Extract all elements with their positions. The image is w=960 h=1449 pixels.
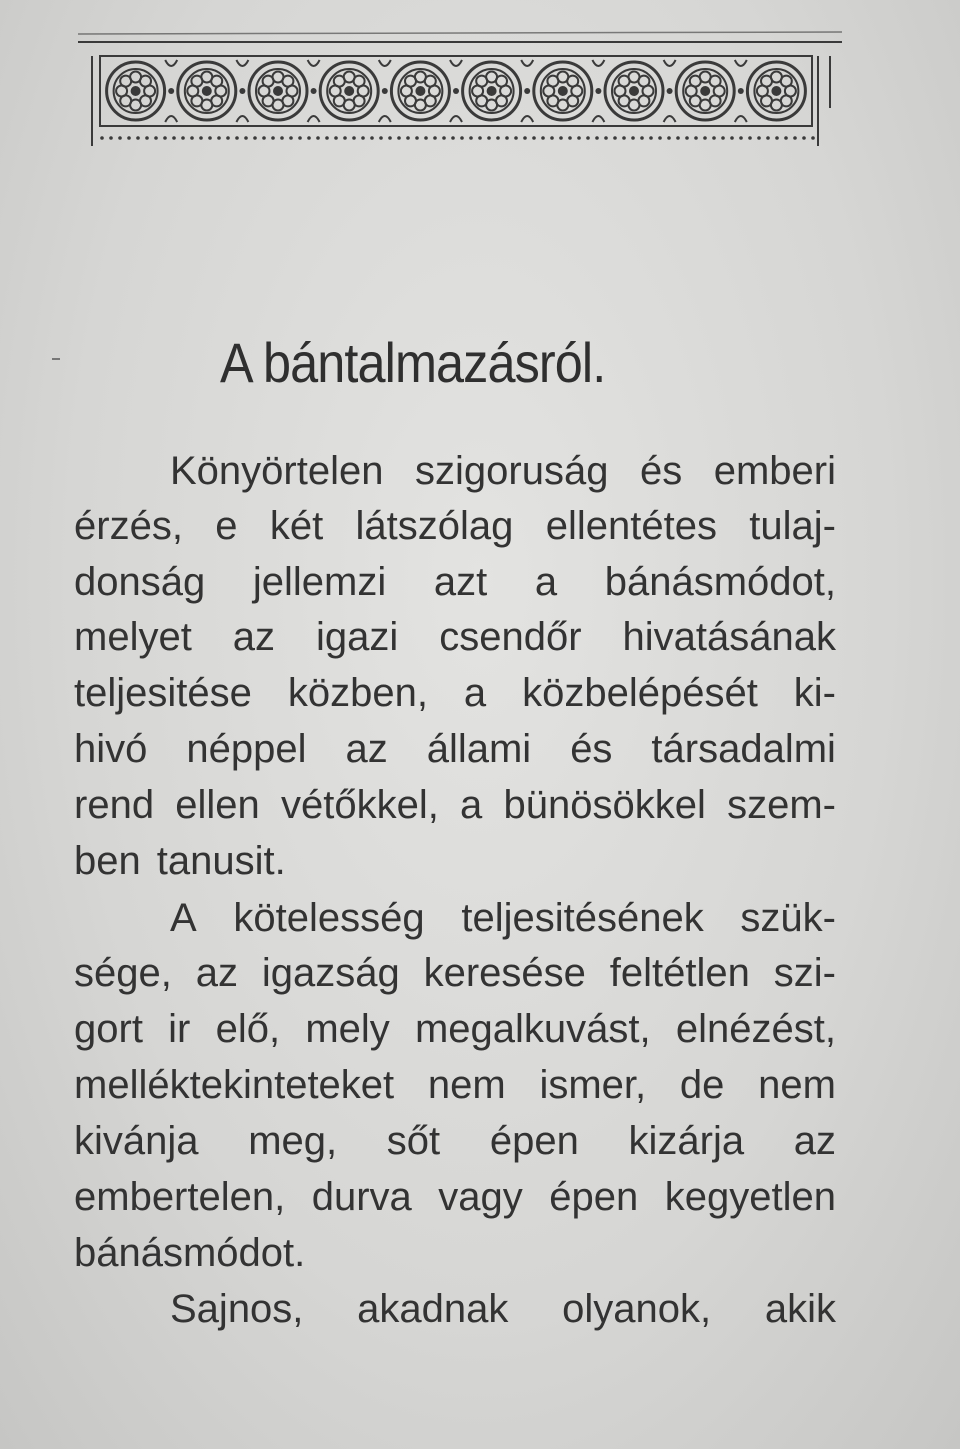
word: a (534, 560, 558, 604)
word: a (460, 783, 483, 827)
word: az (345, 727, 388, 771)
word: hivó (74, 727, 148, 771)
word: közbelépését (522, 671, 758, 715)
word: kötelesség (233, 896, 425, 940)
page-title: A bántalmazásról. (220, 331, 606, 394)
word: csendőr (439, 615, 582, 659)
word: szi- (773, 951, 836, 995)
word: embertelen, (74, 1175, 286, 1219)
word: hivatásának (622, 615, 836, 659)
word: épen (489, 1119, 579, 1163)
word: bánásmódot. (74, 1231, 306, 1275)
text-line (170, 446, 836, 496)
text-line (170, 1284, 836, 1334)
word: ir (168, 1007, 191, 1051)
word: gort (74, 1007, 143, 1051)
text-line (74, 1060, 836, 1110)
word: teljesitésének (461, 896, 704, 940)
word: igazság (261, 951, 400, 995)
word: bánásmódot, (604, 560, 836, 604)
word: emberi (713, 449, 836, 493)
word: sőt (386, 1119, 441, 1163)
word: szem- (727, 783, 836, 827)
text-line (74, 668, 836, 718)
word: kivánja (74, 1119, 199, 1163)
word: és (570, 727, 613, 771)
text-line (74, 724, 836, 774)
word: melyet (74, 615, 192, 659)
word: elő, (215, 1007, 281, 1051)
word: rend (74, 783, 155, 827)
word: két (269, 504, 324, 548)
word: a (463, 671, 487, 715)
word: látszólag (355, 504, 514, 548)
word: olyanok, (562, 1287, 712, 1331)
word: A (170, 896, 197, 940)
text-line (74, 836, 836, 886)
word: sége, (74, 951, 172, 995)
text-line (170, 893, 836, 943)
word: néppel (186, 727, 307, 771)
word: ki- (793, 671, 836, 715)
rosette-border-ornament-icon (78, 28, 842, 152)
word: feltétlen (609, 951, 750, 995)
word: ben (74, 839, 141, 883)
text-line (74, 780, 836, 830)
word: jellemzi (252, 560, 387, 604)
word: ismer, (539, 1063, 647, 1107)
word: akadnak (357, 1287, 509, 1331)
word: teljesitése (74, 671, 252, 715)
text-line (74, 948, 836, 998)
word: durva (311, 1175, 412, 1219)
word: keresése (423, 951, 586, 995)
word: megalkuvást, (414, 1007, 651, 1051)
word: az (195, 951, 238, 995)
word: bünösökkel (503, 783, 706, 827)
word: azt (433, 560, 488, 604)
word: kegyetlen (664, 1175, 836, 1219)
word: melléktekinteteket (74, 1063, 395, 1107)
decorative-header-border (78, 28, 842, 152)
word: tanusit. (156, 839, 286, 883)
word: tulaj- (749, 504, 836, 548)
text-line (74, 1004, 836, 1054)
word: állami (426, 727, 532, 771)
word: ellentétes (545, 504, 717, 548)
word: az (232, 615, 276, 659)
text-line (74, 501, 836, 551)
word: donság (74, 560, 206, 604)
word: szük- (740, 896, 836, 940)
word: nem (427, 1063, 506, 1107)
word: épen (549, 1175, 639, 1219)
word: elnézést, (675, 1007, 836, 1051)
word: érzés, (74, 504, 183, 548)
word: vagy (438, 1175, 523, 1219)
word: Sajnos, (170, 1287, 304, 1331)
text-line (74, 1228, 836, 1278)
word: igazi (316, 615, 399, 659)
margin-mark (52, 358, 60, 360)
text-line (74, 612, 836, 662)
word: meg, (248, 1119, 338, 1163)
word: vétőkkel, (280, 783, 439, 827)
word: és (639, 449, 683, 493)
word: mely (305, 1007, 390, 1051)
word: nem (758, 1063, 836, 1107)
word: ellen (175, 783, 260, 827)
text-line (74, 557, 836, 607)
word: Könyörtelen (170, 449, 384, 493)
word: közben, (287, 671, 428, 715)
word: az (793, 1119, 836, 1163)
word: de (679, 1063, 725, 1107)
word: e (215, 504, 238, 548)
word: akik (764, 1287, 836, 1331)
text-line (74, 1172, 836, 1222)
word: szigoruság (415, 449, 609, 493)
word: társadalmi (651, 727, 836, 771)
word: kizárja (628, 1119, 745, 1163)
text-line (74, 1116, 836, 1166)
